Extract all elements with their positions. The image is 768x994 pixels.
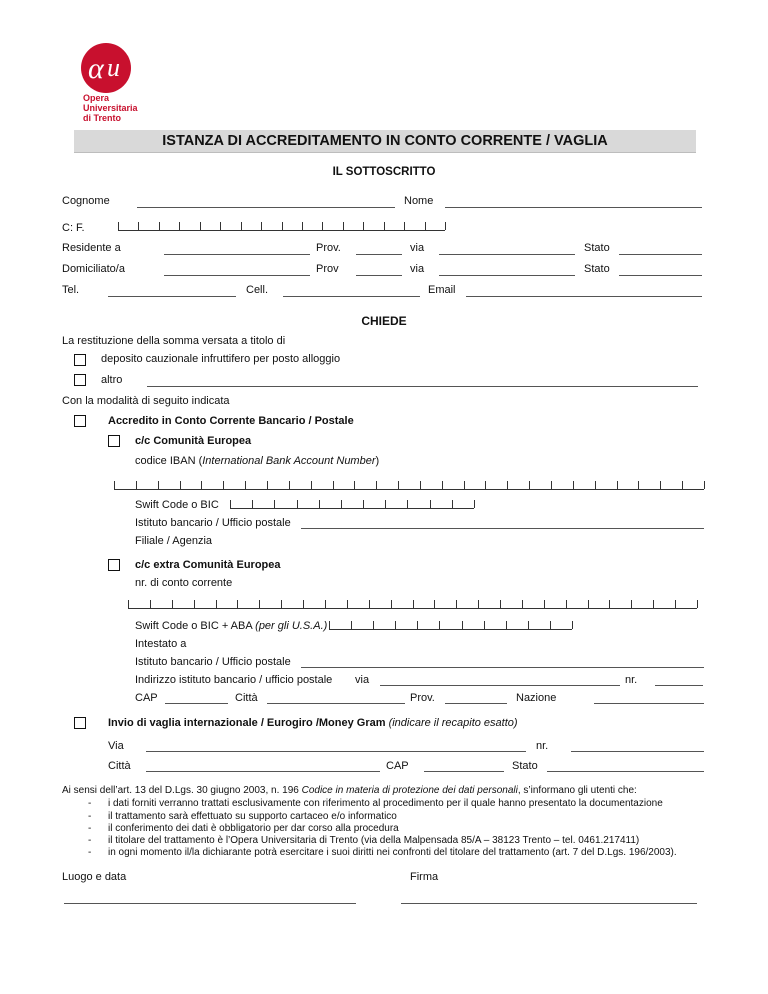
box-divider [420,481,421,489]
box-divider [478,600,479,608]
box-divider [351,621,352,629]
box-divider [200,222,201,230]
box-divider [474,500,475,508]
tel-label: Tel. [62,284,80,296]
nome-field[interactable] [445,207,702,208]
box-divider [311,481,312,489]
page-title: ISTANZA DI ACCREDITAMENTO IN CONTO CORRENTE / VAGLIA [162,133,608,149]
box-divider [347,600,348,608]
iban-label-prefix: codice IBAN ( [135,455,203,467]
vaglia-italic: (indicare il recapito esatto) [388,717,518,729]
vaglia-citta-field[interactable] [146,771,380,772]
box-divider [617,481,618,489]
privacy-item: il conferimento dei dati è obbligatorio per dar corso alla procedura [108,823,399,834]
iban-label-suffix: ) [375,455,380,467]
iban-label-italic: International Bank Account Number [202,455,376,467]
box-divider [653,600,654,608]
domiciliato-via-field[interactable] [439,275,575,276]
section-sottoscritto: IL SOTTOSCRITTO [332,166,436,178]
box-divider [373,621,374,629]
box-divider [404,222,405,230]
svg-text:u: u [107,53,120,82]
box-divider [572,621,573,629]
cognome-field[interactable] [137,207,395,208]
box-divider [267,481,268,489]
box-divider [303,600,304,608]
box-divider [462,621,463,629]
box-divider [395,621,396,629]
box-divider [588,600,589,608]
cc-extra-label: c/c extra Comunità Europea [135,559,281,571]
istituto2-field[interactable] [301,667,704,668]
box-divider [252,500,253,508]
box-divider [237,600,238,608]
vaglia-nr-field[interactable] [571,751,704,752]
istituto-label: Istituto bancario / Ufficio postale [135,517,291,529]
restituzione-text: La restituzione della somma versata a titolo di [62,335,286,347]
box-divider [194,600,195,608]
privacy-item: il titolare del trattamento è l’Opera Universitaria di Trento (via della Malpensada 85/A – 38123 Trento – tel. 0461.217411) [108,835,640,846]
vaglia-text: Invio di vaglia internazionale / Eurogiro /Money Gram [108,717,389,729]
logo-mark-icon [80,42,136,94]
box-divider [159,222,160,230]
box-divider [573,481,574,489]
tel-field[interactable] [108,296,236,297]
box-divider [354,481,355,489]
box-divider [150,600,151,608]
swift-aba-label [135,620,327,632]
box-divider [363,222,364,230]
indirizzo-nr-field[interactable] [655,685,703,686]
luogo-field[interactable] [64,903,356,904]
logo-text-line2: Universitaria [83,103,138,113]
domiciliato-field[interactable] [164,275,310,276]
box-divider [261,222,262,230]
vaglia-checkbox[interactable] [74,717,86,729]
citta-label: Città [235,692,258,704]
box-divider [325,600,326,608]
box-divider [638,481,639,489]
residente-field[interactable] [164,254,310,255]
privacy-bullet: - [88,835,92,846]
residente-via-label: via [410,242,425,254]
accredito-label: Accredito in Conto Corrente Bancario / Postale [108,415,354,427]
cap-label: CAP [135,692,158,704]
box-divider [452,500,453,508]
box-divider [631,600,632,608]
altro-checkbox[interactable] [74,374,86,386]
domiciliato-stato-field[interactable] [619,275,702,276]
section-chiede: CHIEDE [361,314,407,328]
firma-field[interactable] [401,903,697,904]
box-divider [322,222,323,230]
box-divider [329,621,330,629]
box-divider [430,500,431,508]
cell-field[interactable] [283,296,420,297]
intestato-label: Intestato a [135,638,187,650]
box-divider [179,222,180,230]
logo-text [83,93,138,123]
box-divider [398,481,399,489]
privacy-item: in ogni momento il/la dichiarante potrà esercitare i suoi diritti nei confronti del titolare del trattamento (art. 7 del D.Lgs. 196/2003). [108,847,677,858]
vaglia-cap-field[interactable] [424,771,504,772]
box-divider [259,600,260,608]
box-divider [118,222,119,230]
privacy-intro-a: Ai sensi dell’art. 13 del D.Lgs. 30 giugno 2003, n. 196 [62,785,302,796]
privacy-item: il trattamento sarà effettuato su supporto cartaceo e/o informatico [108,811,397,822]
cc-ue-checkbox[interactable] [108,435,120,447]
box-divider [417,621,418,629]
firma-label: Firma [410,871,439,883]
box-strip-baseline [230,508,474,509]
title-band [74,130,696,153]
vaglia-via-label: Via [108,740,124,752]
box-divider [550,621,551,629]
domiciliato-stato-label: Stato [584,263,610,275]
logo-text-line3: di Trento [83,113,121,123]
box-divider [230,500,231,508]
residente-prov-label: Prov. [316,242,341,254]
domiciliato-label: Domiciliato/a [62,263,125,275]
privacy-bullet: - [88,811,92,822]
vaglia-label [108,717,518,729]
vaglia-via-field[interactable] [146,751,526,752]
vaglia-nr-label: nr. [536,740,549,752]
box-divider [434,600,435,608]
box-divider [464,481,465,489]
box-divider [413,600,414,608]
box-divider [241,222,242,230]
vaglia-cap-label: CAP [386,760,409,772]
box-divider [391,600,392,608]
email-label: Email [428,284,456,296]
luogo-label: Luogo e data [62,871,127,883]
box-divider [704,481,705,489]
cc-extra-checkbox[interactable] [108,559,120,571]
box-divider [485,481,486,489]
iban-label [135,455,379,467]
box-divider [675,600,676,608]
box-divider [245,481,246,489]
deposito-label: deposito cauzionale infruttifero per posto alloggio [101,353,341,365]
box-strip-baseline [128,608,697,609]
cc-ue-label: c/c Comunità Europea [135,435,252,447]
residente-stato-label: Stato [584,242,610,254]
box-divider [682,481,683,489]
swift-aba-italic: (per gli U.S.A.) [255,620,328,632]
residente-label: Residente a [62,242,121,254]
box-divider [319,500,320,508]
residente-prov-field[interactable] [356,254,402,255]
box-divider [660,481,661,489]
altro-label: altro [101,374,123,386]
box-divider [302,222,303,230]
box-divider [439,621,440,629]
box-divider [114,481,115,489]
cf-label: C: F. [62,222,85,234]
box-divider [595,481,596,489]
istituto-field[interactable] [301,528,704,529]
istituto2-label: Istituto bancario / Ufficio postale [135,656,291,668]
box-divider [456,600,457,608]
privacy-bullet: - [88,798,92,809]
prov3-label: Prov. [410,692,435,704]
residente-via-field[interactable] [439,254,575,255]
domiciliato-prov-field[interactable] [356,275,402,276]
prov3-field[interactable] [445,703,507,704]
cap-field[interactable] [165,703,228,704]
box-divider [341,500,342,508]
box-divider [180,481,181,489]
box-divider [369,600,370,608]
altro-field[interactable] [147,386,698,387]
box-divider [297,500,298,508]
residente-stato-field[interactable] [619,254,702,255]
nazione-field[interactable] [594,703,704,704]
indirizzo-nr-label: nr. [625,674,638,686]
privacy-bullet: - [88,823,92,834]
box-divider [136,481,137,489]
privacy-item: i dati forniti verranno trattati esclusivamente con riferimento al procedimento per il quale hanno presentato la documentazione [108,798,663,809]
box-divider [507,481,508,489]
box-divider [544,600,545,608]
box-divider [216,600,217,608]
privacy-intro [62,785,637,796]
accredito-checkbox[interactable] [74,415,86,427]
swift-label: Swift Code o BIC [135,499,219,511]
box-divider [343,222,344,230]
box-divider [158,481,159,489]
citta-field[interactable] [267,703,405,704]
nazione-label: Nazione [516,692,557,704]
indirizzo-via-field[interactable] [380,685,620,686]
box-divider [384,222,385,230]
box-divider [289,481,290,489]
box-divider [282,222,283,230]
filiale-label: Filiale / Agenzia [135,535,213,547]
box-strip-baseline [114,489,704,490]
box-divider [128,600,129,608]
privacy-intro-italic: Codice in materia di protezione dei dati personali [301,785,518,796]
cognome-label: Cognome [62,195,110,207]
box-strip-baseline [329,629,572,630]
box-divider [376,481,377,489]
box-divider [529,481,530,489]
indirizzo-via-label: via [355,674,370,686]
indirizzo-label: Indirizzo istituto bancario / ufficio postale [135,674,333,686]
box-divider [697,600,698,608]
box-divider [609,600,610,608]
email-field[interactable] [466,296,702,297]
vaglia-stato-field[interactable] [547,771,704,772]
domiciliato-via-label: via [410,263,425,275]
box-divider [363,500,364,508]
privacy-intro-b: , s’informano gli utenti che: [517,785,637,796]
box-divider [223,481,224,489]
box-strip-baseline [118,230,445,231]
box-divider [528,621,529,629]
nome-label: Nome [404,195,434,207]
box-divider [445,222,446,230]
box-divider [333,481,334,489]
box-divider [442,481,443,489]
box-divider [385,500,386,508]
deposito-checkbox[interactable] [74,354,86,366]
vaglia-citta-label: Città [108,760,131,772]
cell-label: Cell. [246,284,269,296]
box-divider [506,621,507,629]
box-divider [425,222,426,230]
box-divider [500,600,501,608]
box-divider [220,222,221,230]
box-divider [566,600,567,608]
nr-conto-label: nr. di conto corrente [135,577,233,589]
box-divider [274,500,275,508]
vaglia-stato-label: Stato [512,760,538,772]
logo-text-line1: Opera [83,93,110,103]
box-divider [522,600,523,608]
box-divider [172,600,173,608]
privacy-bullet: - [88,847,92,858]
box-divider [138,222,139,230]
box-divider [551,481,552,489]
box-divider [484,621,485,629]
svg-text:α: α [88,52,104,85]
swift-aba-text: Swift Code o BIC + ABA [135,620,256,632]
box-divider [281,600,282,608]
modalita-text: Con la modalità di seguito indicata [62,395,230,407]
box-divider [201,481,202,489]
box-divider [407,500,408,508]
domiciliato-prov-label: Prov [316,263,339,275]
